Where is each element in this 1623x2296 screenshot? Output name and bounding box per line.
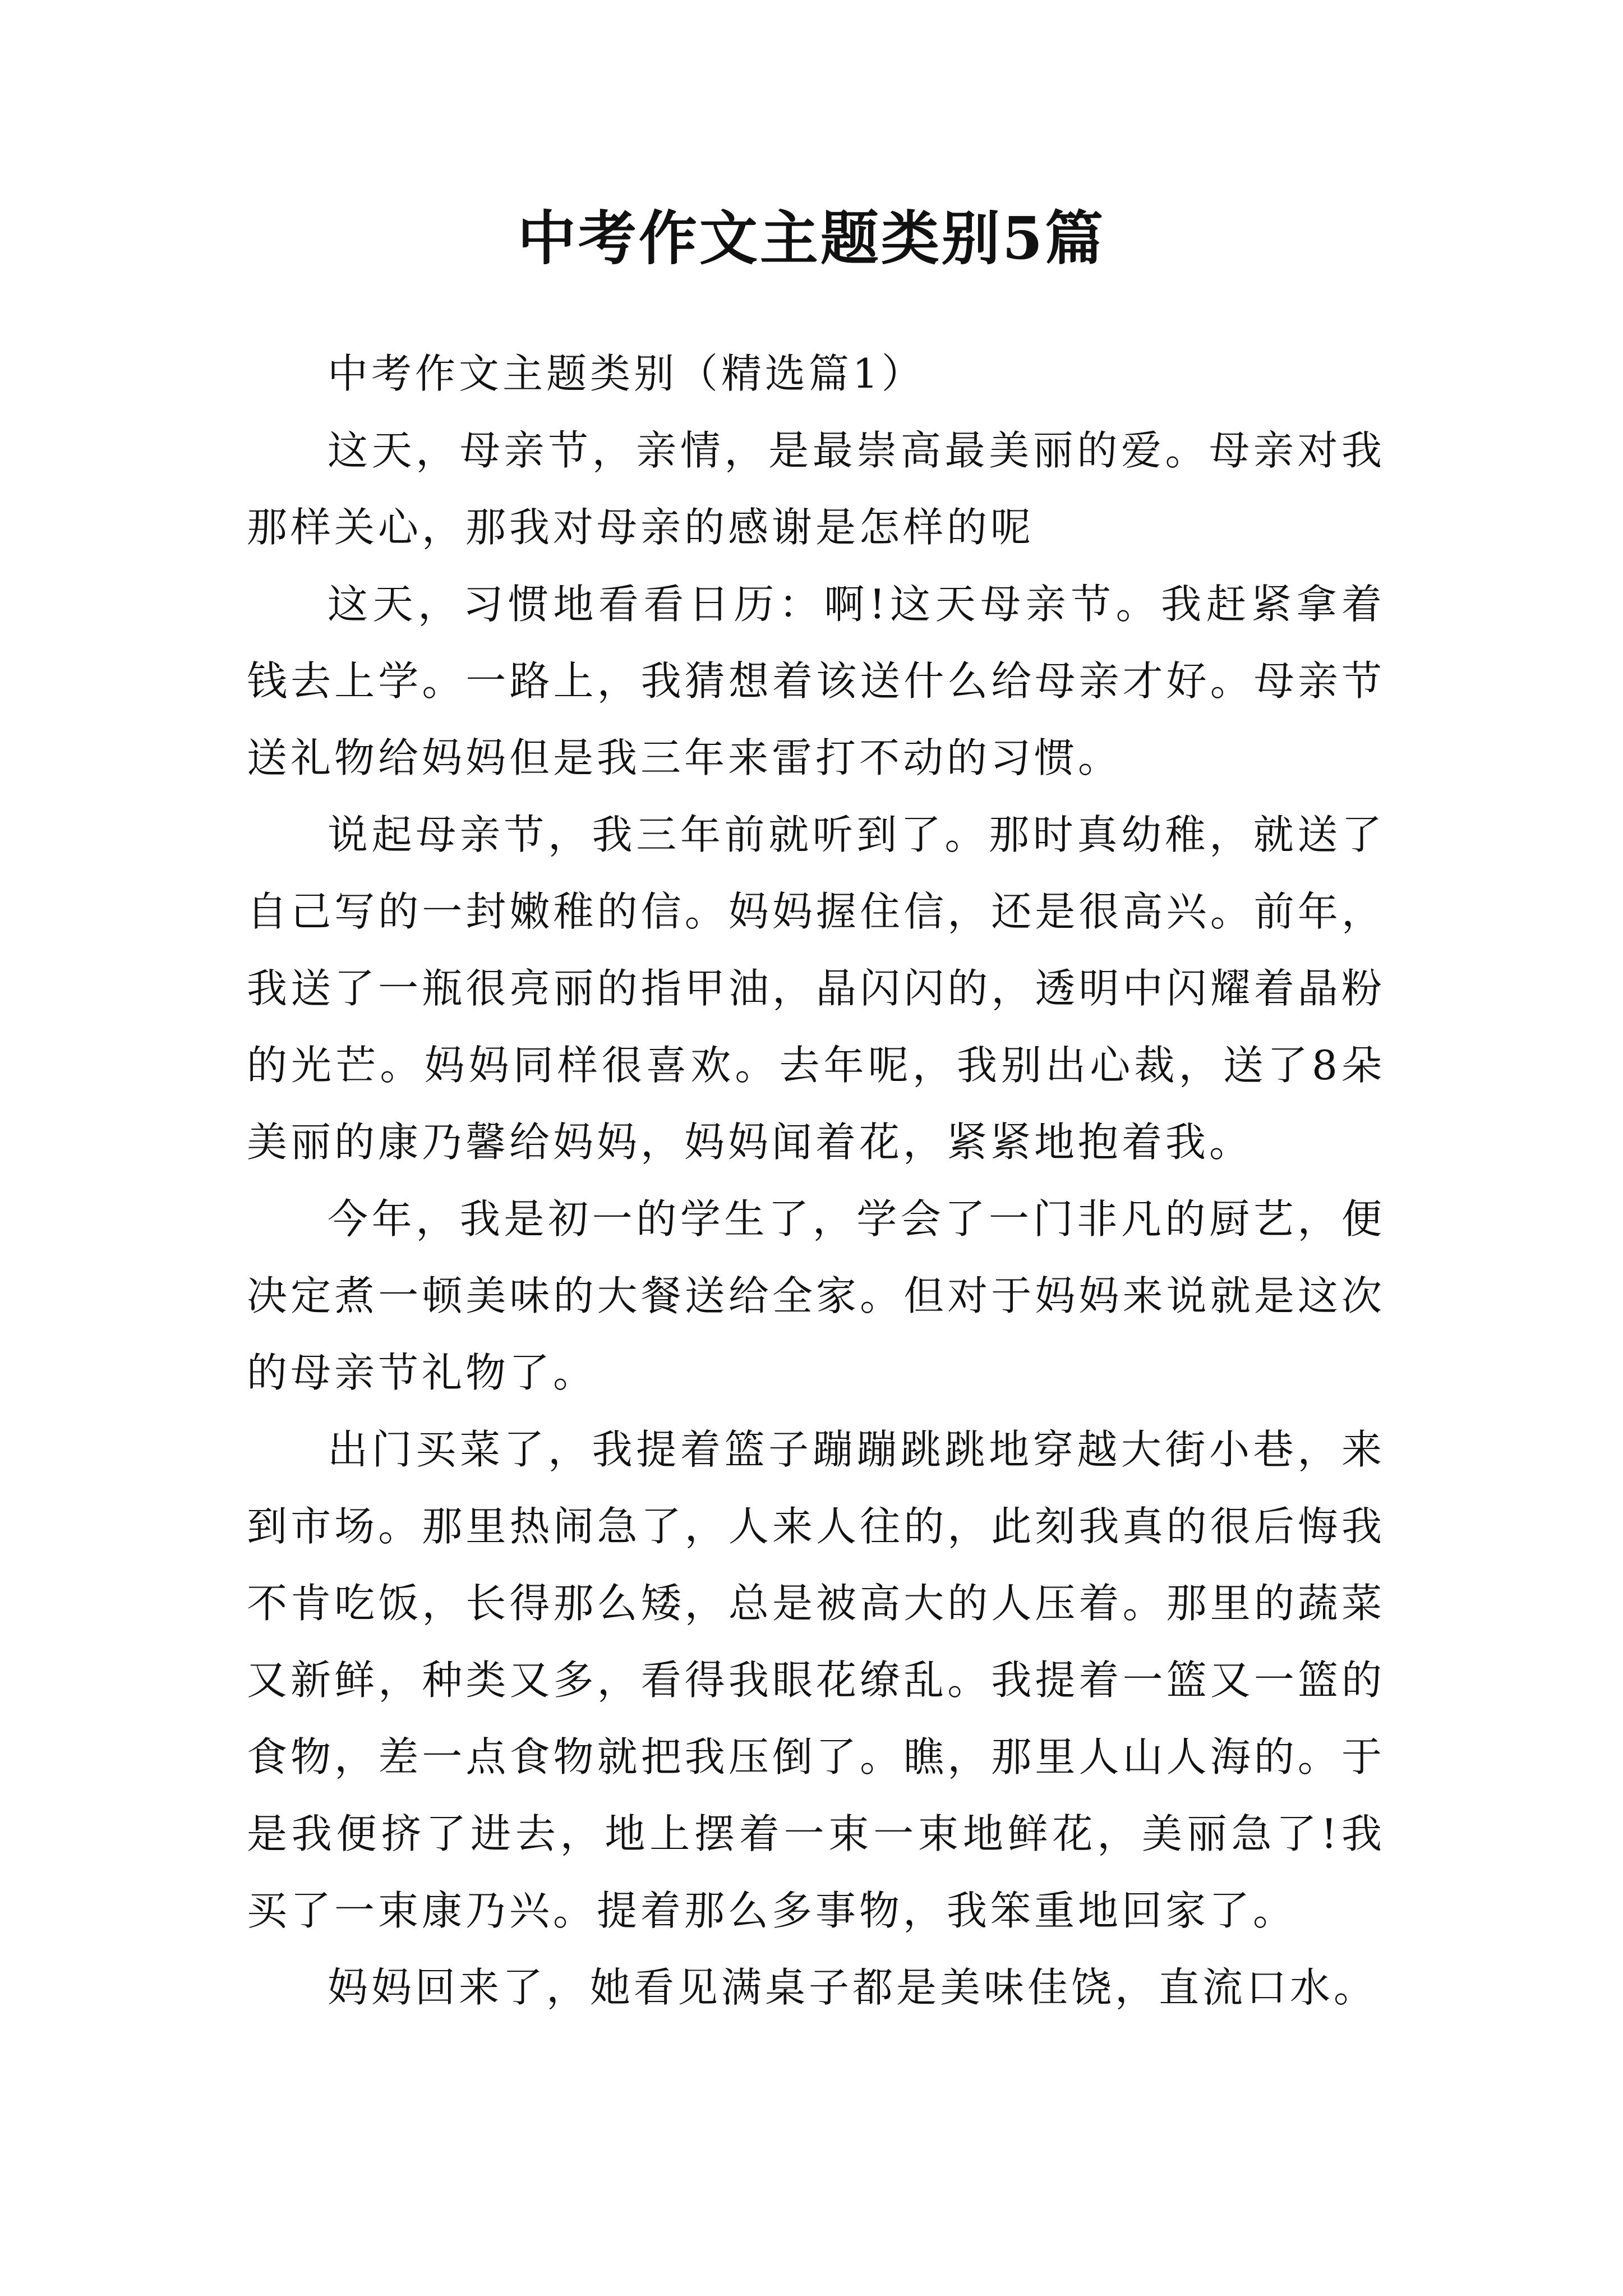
paragraph: 这天，母亲节，亲情，是最崇高最美丽的爱。母亲对我那样关心，那我对母亲的感谢是怎样的呢 xyxy=(247,427,1385,551)
paragraph: 这天，习惯地看看日历：啊!这天母亲节。我赶紧拿着钱去上学。一路上，我猜想着该送什么给母亲才好。母亲节送礼物给妈妈但是我三年来雷打不动的习惯。 xyxy=(247,581,1385,781)
section-heading: 中考作文主题类别（精选篇1） xyxy=(328,350,925,397)
paragraph: 说起母亲节，我三年前就听到了。那时真幼稚，就送了自己写的一封嫩稚的信。妈妈握住信，还是很高兴。前年，我送了一瓶很亮丽的指甲油，晶闪闪的，透明中闪耀着晶粉的光芒。妈妈同样很喜欢。去年呢，我别出心裁，送了8朵美丽的康乃馨给妈妈，妈妈闻着花，紧紧地抱着我。 xyxy=(247,811,1385,1166)
document-body xyxy=(247,335,1385,2026)
paragraph: 出门买菜了，我提着篮子蹦蹦跳跳地穿越大街小巷，来到市场。那里热闹急了，人来人往的，此刻我真的很后悔我不肯吃饭，长得那么矮，总是被高大的人压着。那里的蔬菜又新鲜，种类又多，看得我眼花缭乱。我提着一篮又一篮的食物，差一点食物就把我压倒了。瞧，那里人山人海的。于是我便挤了进去，地上摆着一束一束地鲜花，美丽急了!我买了一束康乃兴。提着那么多事物，我笨重地回家了。 xyxy=(247,1426,1385,1934)
paragraph: 今年，我是初一的学生了，学会了一门非凡的厨艺，便决定煮一顿美味的大餐送给全家。但对于妈妈来说就是这次的母亲节礼物了。 xyxy=(247,1195,1385,1396)
document-title: 中考作文主题类别5篇 xyxy=(517,204,1106,273)
paragraph: 妈妈回来了，她看见满桌子都是美味佳饶，直流口水。 xyxy=(328,1964,1378,2011)
